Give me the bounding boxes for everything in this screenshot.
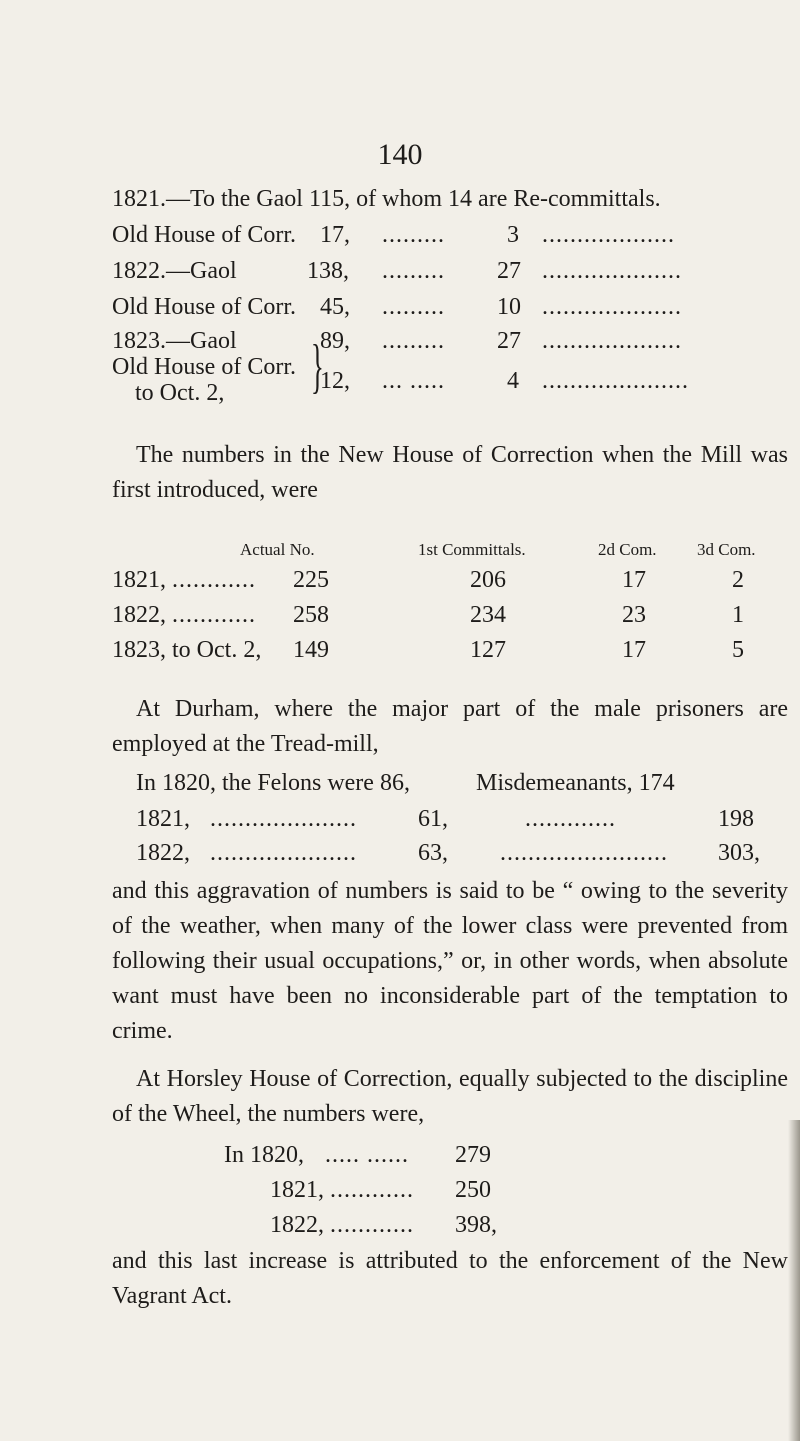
- brace-symbol: }: [310, 333, 324, 399]
- misdemeanants-text: Misdemeanants, 174: [476, 770, 675, 796]
- first-committals: 234: [470, 602, 506, 628]
- leader-dots: .........: [382, 222, 445, 248]
- leader-dots: .....................: [210, 840, 357, 866]
- leader-dots: ........................: [500, 840, 668, 866]
- leader-dots: ....................: [542, 258, 682, 284]
- first-committals: 206: [470, 567, 506, 593]
- gaol-line-1822: [112, 258, 682, 285]
- row-year: 1821,: [270, 1177, 324, 1203]
- leader-dots: .........: [382, 328, 445, 354]
- paragraph-aggravation: and this aggravation of numbers is said to be “ owing to the severity of the weather, when many of the lower class were prevented from following their usual occupations,” or, in other words, when absolute want must have been no inconsiderable part of the temptation to crime.: [112, 878, 788, 1044]
- felons-text: In 1820, the Felons were 86,: [136, 770, 410, 796]
- paragraph-durham: At Durham, where the major part of the male prisoners are employed at the Tread-mill,: [112, 696, 788, 757]
- leader-dots: .............: [525, 806, 616, 832]
- gaol-line-1821-old-house: [112, 222, 675, 249]
- gaol-label: Old House of Corr.: [112, 354, 296, 380]
- page-number: 140: [377, 138, 423, 171]
- row-year: 1822,: [136, 840, 190, 866]
- paragraph-horsley: At Horsley House of Correction, equally subjected to the discipline of the Wheel, the numbers were,: [112, 1066, 788, 1127]
- actual-number: 225: [293, 567, 329, 593]
- leader-dots: ............: [330, 1212, 414, 1238]
- paragraph-vagrant-act: and this last increase is attributed to the enforcement of the New Vagrant Act.: [112, 1248, 788, 1309]
- gaol-label: 1823.—Gaol: [112, 328, 237, 354]
- felons-number: 63,: [418, 840, 448, 866]
- recommittal-number: 10: [497, 294, 521, 320]
- third-committals: 2: [732, 567, 744, 593]
- recommittal-number: 4: [507, 368, 519, 394]
- horsley-number: 250: [455, 1177, 491, 1203]
- leader-dots: ... .....: [382, 368, 445, 394]
- leader-dots: ............: [172, 567, 256, 593]
- row-year: 1823, to Oct. 2,: [112, 637, 262, 663]
- horsley-number: 279: [455, 1142, 491, 1168]
- gaol-line-1821: 1821.—To the Gaol 115, of whom 14 are Re-committals.: [112, 186, 661, 212]
- header-third-com: 3d Com.: [697, 540, 756, 559]
- row-year: 1821,: [136, 806, 190, 832]
- recommittal-number: 27: [497, 258, 521, 284]
- row-year: In 1820,: [224, 1142, 304, 1168]
- leader-dots: .........: [382, 258, 445, 284]
- row-year: 1821,: [112, 567, 166, 593]
- leader-dots: .....................: [210, 806, 357, 832]
- second-committals: 17: [622, 567, 646, 593]
- page-edge-shadow: [788, 1120, 800, 1441]
- gaol-number: 17,: [320, 222, 350, 248]
- gaol-label: Old House of Corr.: [112, 294, 296, 320]
- leader-dots: ............: [172, 602, 256, 628]
- recommittal-number: 3: [507, 222, 519, 248]
- leader-dots: ....................: [542, 294, 682, 320]
- third-committals: 1: [732, 602, 744, 628]
- gaol-number: 45,: [320, 294, 350, 320]
- gaol-number: 138,: [307, 258, 349, 284]
- gaol-line-1822-old-house: [112, 294, 682, 321]
- gaol-label: Old House of Corr.: [112, 222, 296, 248]
- header-second-com: 2d Com.: [598, 540, 657, 559]
- felons-number: 61,: [418, 806, 448, 832]
- row-year: 1822,: [112, 602, 166, 628]
- paragraph-new-house: The numbers in the New House of Correction when the Mill was first introduced, were: [112, 442, 788, 503]
- gaol-number: 12,: [320, 368, 350, 394]
- third-committals: 5: [732, 637, 744, 663]
- gaol-number: 89,: [320, 328, 350, 354]
- horsley-number: 398,: [455, 1212, 497, 1238]
- header-actual: Actual No.: [240, 540, 315, 559]
- leader-dots: ............: [330, 1177, 414, 1203]
- leader-dots: .........: [382, 294, 445, 320]
- gaol-line-1823: [112, 328, 682, 355]
- actual-number: 258: [293, 602, 329, 628]
- second-committals: 23: [622, 602, 646, 628]
- misdemeanants-number: 303,: [718, 840, 760, 866]
- row-year: 1822,: [270, 1212, 324, 1238]
- first-committals: 127: [470, 637, 506, 663]
- leader-dots: ....................: [542, 328, 682, 354]
- gaol-label: 1822.—Gaol: [112, 258, 237, 284]
- actual-number: 149: [293, 637, 329, 663]
- header-first-committals: 1st Committals.: [418, 540, 526, 559]
- recommittal-number: 27: [497, 328, 521, 354]
- second-committals: 17: [622, 637, 646, 663]
- leader-dots: ...................: [542, 222, 675, 248]
- misdemeanants-number: 198: [718, 806, 754, 832]
- gaol-line-to-oct: to Oct. 2,: [135, 380, 225, 406]
- leader-dots: .....................: [542, 368, 689, 394]
- leader-dots: ..... ......: [325, 1142, 409, 1168]
